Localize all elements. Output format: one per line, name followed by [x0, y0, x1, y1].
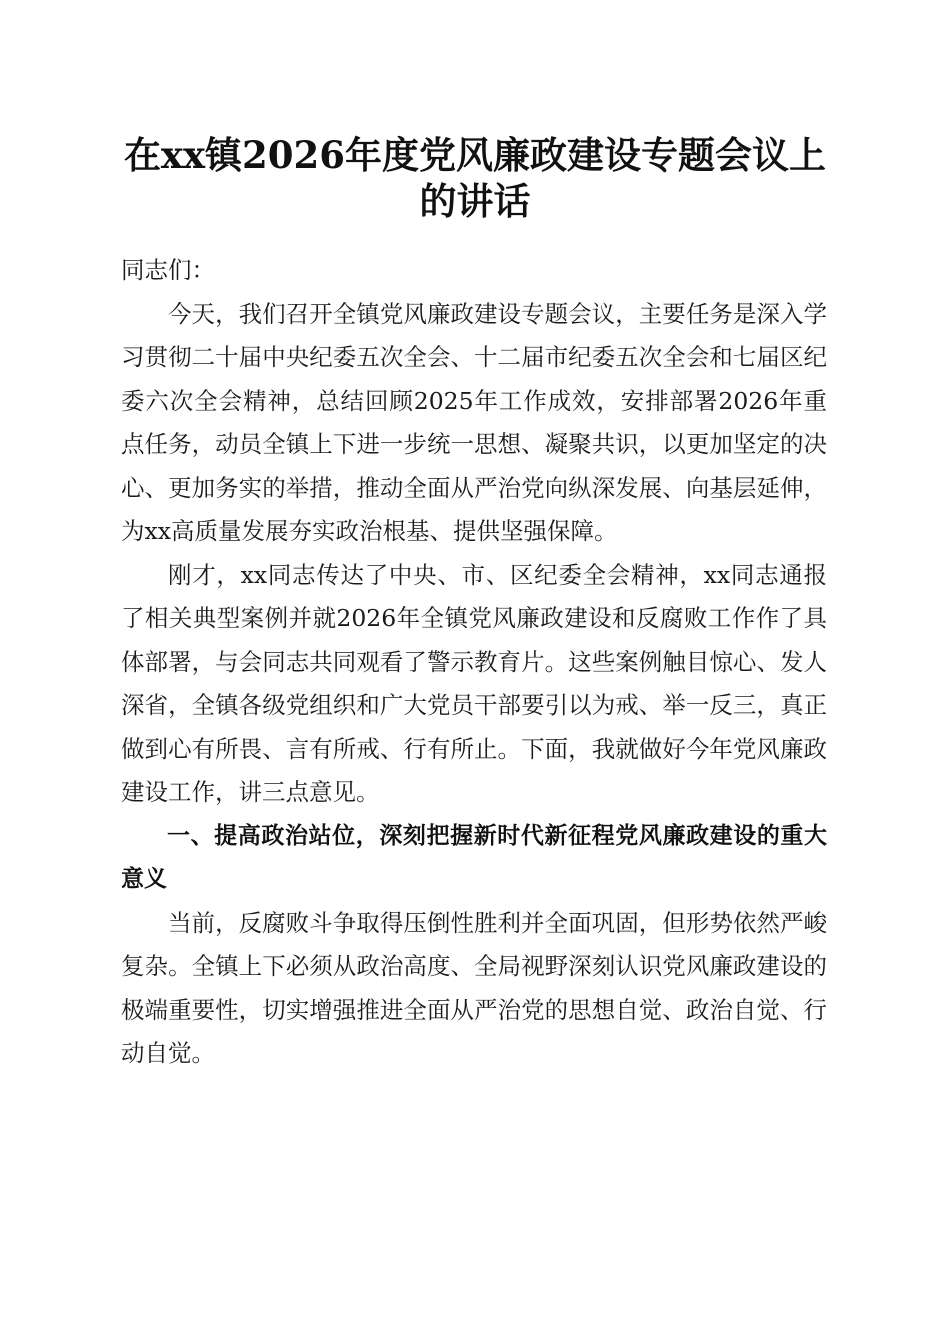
- document-title: 在xx镇2026年度党风廉政建设专题会议上的讲话: [123, 133, 827, 223]
- paragraph-review: 刚才，xx同志传达了中央、市、区纪委全会精神，xx同志通报了相关典型案例并就2026年全镇党风廉政建设和反腐败工作作了具体部署，与会同志共同观看了警示教育片。这些案例触目惊心、发人深省，全镇各级党组织和广大党员干部要引以为戒、举一反三，真正做到心有所畏、言有所戒、行有所止。下面，我就做好今年党风廉政建设工作，讲三点意见。: [121, 560, 827, 806]
- document-body: [121, 249, 827, 1076]
- paragraph-intro: 今天，我们召开全镇党风廉政建设专题会议，主要任务是深入学习贯彻二十届中央纪委五次全会、十二届市纪委五次全会和七届区纪委六次全会精神，总结回顾2025年工作成效，安排部署2026年重点任务，动员全镇上下进一步统一思想、凝聚共识，以更加坚定的决心、更加务实的举措，推动全面从严治党向纵深发展、向基层延伸，为xx高质量发展夯实政治根基、提供坚强保障。: [121, 299, 827, 545]
- section-paragraph-1: 当前，反腐败斗争取得压倒性胜利并全面巩固，但形势依然严峻复杂。全镇上下必须从政治高度、全局视野深刻认识党风廉政建设的极端重要性，切实增强推进全面从严治党的思想自觉、政治自觉、行动自觉。: [121, 908, 827, 1067]
- greeting: 同志们：: [121, 256, 215, 284]
- section-heading-1: 一、提高政治站位，深刻把握新时代新征程党风廉政建设的重大意义: [121, 822, 827, 892]
